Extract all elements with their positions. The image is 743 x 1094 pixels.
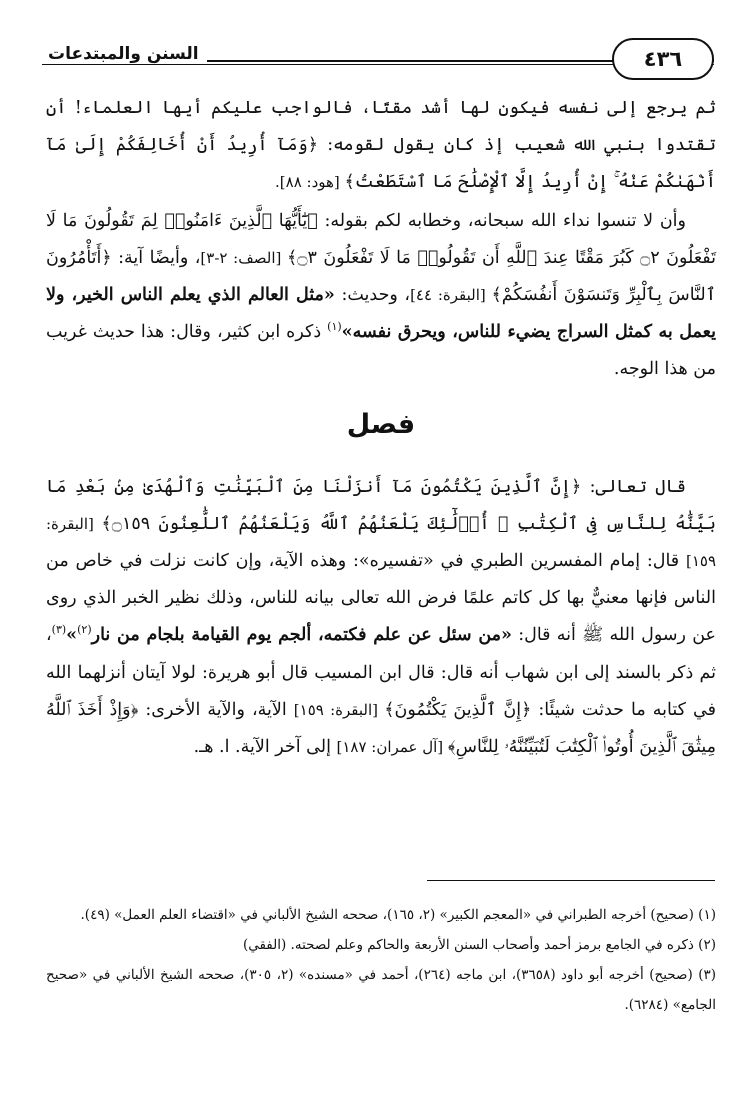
paragraph-3: قال تعالى: ﴿إِنَّ ٱلَّذِينَ يَكْتُمُونَ مَآ أَنزَلْنَا مِنَ ٱلْبَيِّنَٰتِ وَٱلْهُدَىٰ مِنۢ بَعْدِ مَا بَيَّنَّٰهُ لِلنَّاسِ فِى ٱلْكِتَٰبِ ۙ أُو۟لَٰٓئِكَ يَلْعَنُهُمُ ٱللَّهُ وَيَلْعَنُهُمُ ٱللَّٰعِنُونَ ۝١٥٩﴾ [البقرة: ١٥٩] قال: إمام المفسرين الطبري في «تفسيره»: وهذه الآية، وإن كانت نزلت في خاص من الناس فإنها معنيٌّ بها كل كاتم علمًا فرض الله تعالى بيانه للناس، وذلك نظير الخبر الذي روى عن رسول الله ﷺ أنه قال: «من سئل عن علم فكتمه، ألجم يوم القيامة بلجام من نار$^{(٢)}$»$^{(٣)}$، ثم ذكر بالسند إلى ابن شهاب أنه قال: قال ابن المسيب قال أبو هريرة: لولا آيتان أنزلهما الله في كتابه ما حدثت شيئًا: ﴿إِنَّ ٱلَّذِينَ يَكْتُمُونَ﴾ [البقرة: ١٥٩] الآية، والآية الأخرى: ﴿وَإِذْ أَخَذَ ٱللَّهُ مِيثَٰقَ ٱلَّذِينَ أُوتُوا۟ ٱلْكِتَٰبَ لَتُبَيِّنُنَّهُۥ لِلنَّاسِ﴾ [آل عمران: ١٨٧] إلى آخر الآية. ا. هـ. bbox=[46, 476, 716, 758]
footnote-3: (٣) (صحيح) أخرجه أبو داود (٣٦٥٨)، ابن ماجه (٢٦٤)، أحمد في «مسنده» (٢، ٣٠٥)، صححه الشيخ الألباني في «صحيح الجامع» (٦٢٨٤). bbox=[46, 967, 717, 1013]
quran-verse: ﴿إِنَّ ٱلَّذِينَ يَكْتُمُونَ مَآ أَنزَلْنَا مِنَ ٱلْبَيِّنَٰتِ وَٱلْهُدَىٰ مِنۢ بَعْدِ مَا بَيَّنَّٰهُ لِلنَّاسِ فِى ٱلْكِتَٰبِ ۙ أُو۟لَٰٓئِكَ يَلْعَنُهُمُ ٱللَّهُ وَيَلْعَنُهُمُ ٱللَّٰعِنُونَ ۝١٥٩﴾ bbox=[46, 476, 716, 534]
paragraph-2: وأن لا تنسوا نداء الله سبحانه، وخطابه لكم بقوله: ﴿يَٰٓأَيُّهَا ٱلَّذِينَ ءَامَنُوا۟ لِمَ تَقُولُونَ مَا لَا تَفْعَلُونَ ۝٢ كَبُرَ مَقْتًا عِندَ ٱللَّهِ أَن تَقُولُوا۟ مَا لَا تَفْعَلُونَ ۝٣﴾ [الصف: ٢-٣]، وأيضًا آية: ﴿أَتَأْمُرُونَ ٱلنَّاسَ بِٱلْبِرِّ وَتَنسَوْنَ أَنفُسَكُمْ﴾ [البقرة: ٤٤]، وحديث: «مثل العالم الذي يعلم الناس الخير، ولا يعمل به كمثل السراج يضيء للناس، ويحرق نفسه»$^{(١)}$ ذكره ابن كثير، وقال: هذا حديث غريب من هذا الوجه. bbox=[46, 210, 717, 380]
quran-verse: ﴿وَمَآ أُرِيدُ أَنْ أُخَالِفَكُمْ إِلَىٰ مَآ أَنْهَىٰكُمْ عَنْهُ ۚ إِنْ أُرِيدُ إِلَّا ٱلْإِصْلَٰحَ مَا ٱسْتَطَعْتُ﴾ bbox=[46, 135, 716, 193]
footnote-2: (٢) ذكره في الجامع برمز أحمد وأصحاب السنن الأربعة والحاكم وعلم لصحته. (الفقي) bbox=[242, 937, 716, 953]
verse-reference: [البقرة: ١٥٩] bbox=[293, 700, 385, 719]
running-title: السنن والمبتدعات bbox=[42, 44, 207, 64]
quran-verse: ﴿يَٰٓأَيُّهَا ٱلَّذِينَ ءَامَنُوا۟ لِمَ تَقُولُونَ مَا لَا تَفْعَلُونَ ۝٢ كَبُرَ مَقْتًا عِندَ ٱللَّهِ أَن تَقُولُوا۟ مَا لَا تَفْعَلُونَ ۝٣﴾ bbox=[46, 210, 717, 268]
paragraph-1: ثم يرجع إلى نفسه فيكون لها أشد مقتًا، فالواجب عليكم أيها العلماء! أن تقتدوا بنبي الله شعيب إذ كان يقول لقومه: ﴿وَمَآ أُرِيدُ أَنْ أُخَالِفَكُمْ إِلَىٰ مَآ أَنْهَىٰكُمْ عَنْهُ ۚ إِنْ أُرِيدُ إِلَّا ٱلْإِصْلَٰحَ مَا ٱسْتَطَعْتُ﴾ [هود: ٨٨]. bbox=[46, 98, 716, 193]
main-text bbox=[46, 90, 716, 766]
footnote-marker: (٢) bbox=[77, 623, 92, 637]
hadith-text: «مثل العالم الذي يعلم الناس الخير، ولا يعمل به كمثل السراج يضيء للناس، ويحرق نفسه» bbox=[46, 285, 716, 343]
footnote-marker: (٣) bbox=[51, 623, 67, 637]
hadith-text: «من سئل عن علم فكتمه، ألجم يوم القيامة بلجام من نار bbox=[91, 625, 512, 646]
verse-reference: [الصف: ٢-٣] bbox=[200, 248, 288, 267]
footnote-marker: (١) bbox=[327, 320, 342, 334]
footnote-separator bbox=[427, 880, 715, 881]
verse-reference: [البقرة: ١٥٩] bbox=[46, 514, 716, 571]
verse-reference: [البقرة: ٤٤] bbox=[410, 286, 492, 305]
page-number: ٤٣٦ bbox=[612, 38, 714, 80]
quran-verse: ﴿وَإِذْ أَخَذَ ٱللَّهُ مِيثَٰقَ ٱلَّذِينَ أُوتُوا۟ ٱلْكِتَٰبَ لَتُبَيِّنُنَّهُۥ لِلنَّاسِ﴾ bbox=[46, 699, 716, 758]
quran-verse: ﴿إِنَّ ٱلَّذِينَ يَكْتُمُونَ﴾ bbox=[384, 699, 532, 720]
page-header bbox=[42, 38, 714, 80]
section-heading: فصل bbox=[346, 408, 416, 440]
verse-reference: [آل عمران: ١٨٧] bbox=[336, 738, 448, 757]
footnotes bbox=[46, 900, 716, 1020]
quran-verse: ﴿أَتَأْمُرُونَ ٱلنَّاسَ بِٱلْبِرِّ وَتَنسَوْنَ أَنفُسَكُمْ﴾ bbox=[46, 247, 716, 306]
verse-reference: [هود: ٨٨]. bbox=[275, 173, 345, 192]
footnote-1: (١) (صحيح) أخرجه الطبراني في «المعجم الكبير» (٢، ١٦٥)، صححه الشيخ الألباني في «اقتضاء العلم العمل» (٤٩). bbox=[80, 907, 716, 923]
